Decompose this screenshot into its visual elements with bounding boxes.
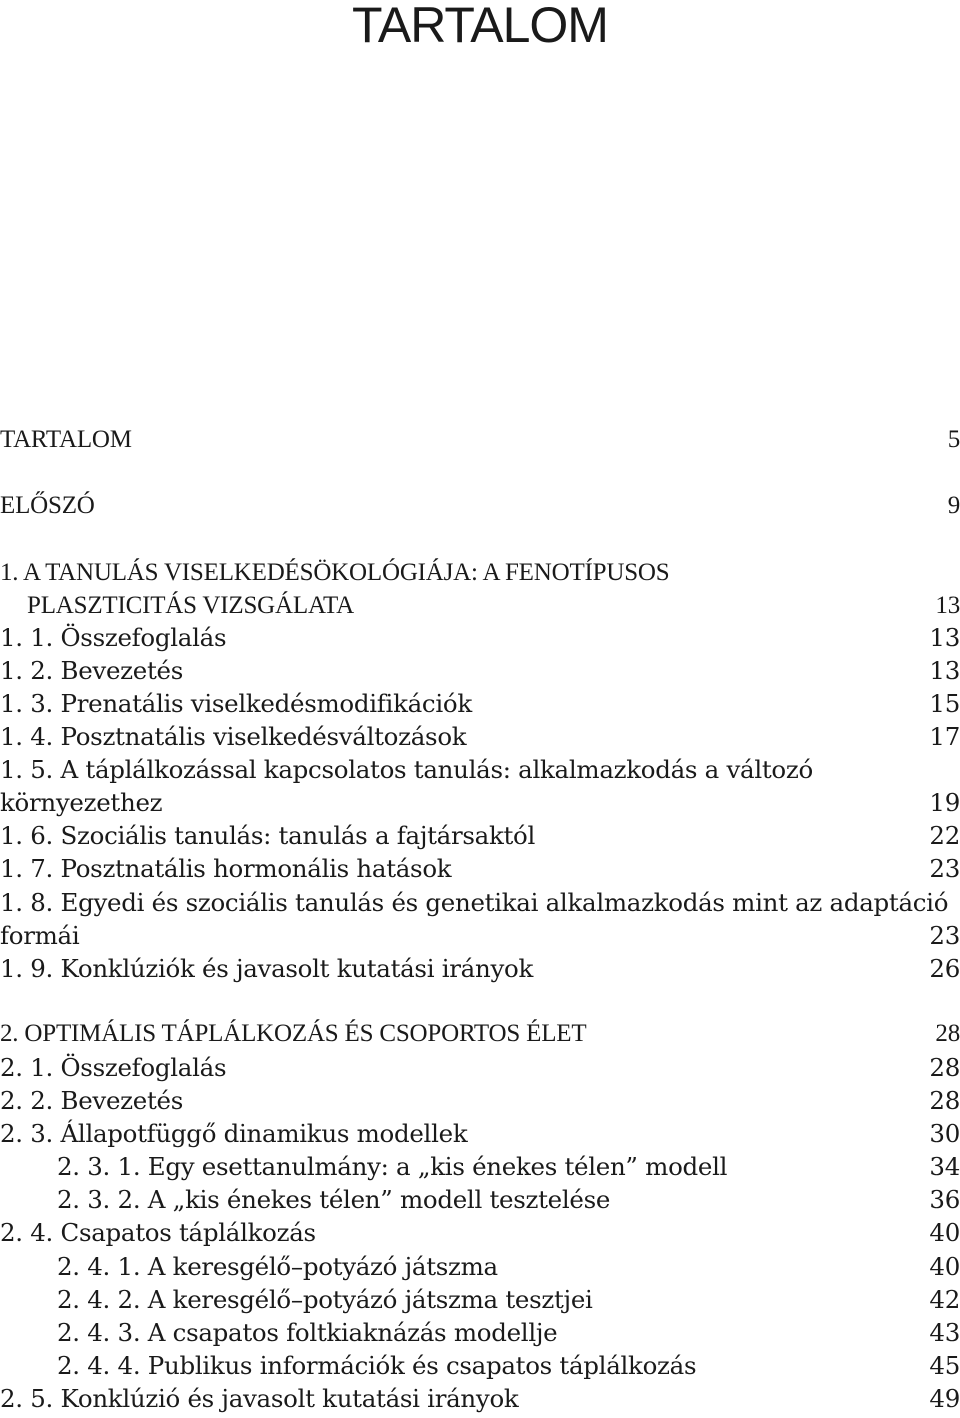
toc-entry-title: ELŐSZÓ: [0, 492, 95, 519]
toc-entry-title: 1. 2. Bevezetés: [0, 656, 183, 685]
toc-entry-title: 2. 2. Bevezetés: [0, 1086, 183, 1115]
toc-entry-title: 2. 4. 4. Publikus információk és csapatos táplálkozás: [57, 1351, 697, 1380]
toc-entry-page: 28: [935, 1020, 960, 1047]
toc-entry-title: 2. 4. Csapatos táplálkozás: [0, 1218, 316, 1247]
toc-entry-page: 5: [947, 426, 960, 453]
toc-entry[interactable]: [0, 1382, 960, 1415]
toc-entry-page: 28: [929, 1086, 960, 1115]
toc-entry[interactable]: [0, 919, 960, 952]
toc-entry[interactable]: [0, 654, 960, 687]
toc-entry[interactable]: [0, 1283, 960, 1316]
toc-entry-page: 15: [929, 689, 960, 718]
toc-entry-page: 22: [929, 821, 960, 850]
toc-entry[interactable]: [0, 1349, 960, 1382]
toc-entry-page: 42: [929, 1285, 960, 1314]
toc-entry-title: 1. 7. Posztnatális hormonális hatások: [0, 854, 452, 883]
toc-entry-page: 45: [929, 1351, 960, 1380]
toc-entry[interactable]: [0, 1150, 960, 1183]
toc-entry[interactable]: [0, 753, 960, 786]
toc-entry[interactable]: [0, 1316, 960, 1349]
page-title: TARTALOM: [352, 0, 608, 53]
toc-entry-page: 9: [947, 492, 960, 519]
toc-entry[interactable]: [0, 1117, 960, 1150]
toc-entry-title: 2. 3. 1. Egy esettanulmány: a „kis énekes télen” modell: [57, 1152, 728, 1181]
toc-entry[interactable]: [0, 687, 960, 720]
toc-entry-page: 40: [929, 1252, 960, 1281]
toc-entry-title: TARTALOM: [0, 426, 132, 453]
toc-entry[interactable]: [0, 886, 960, 919]
toc-entry[interactable]: [0, 720, 960, 753]
toc-entry-title: 1. 4. Posztnatális viselkedésváltozások: [0, 722, 467, 751]
toc-entry-page: 13: [929, 623, 960, 652]
toc-entry[interactable]: [0, 1250, 960, 1283]
toc-entry-page: 26: [929, 954, 960, 983]
toc-entry-page: 23: [929, 921, 960, 950]
toc-entry-page: 13: [935, 592, 960, 619]
toc-entry[interactable]: [0, 1051, 960, 1084]
toc-entry-page: 34: [929, 1152, 960, 1181]
toc-entry-title: 2. 4. 2. A keresgélő–potyázó játszma tesztjei: [57, 1285, 593, 1314]
toc-entry[interactable]: [0, 489, 960, 522]
toc-entry[interactable]: [0, 1017, 960, 1050]
toc-entry-title: környezethez: [0, 788, 163, 817]
toc-entry-page: 28: [929, 1053, 960, 1082]
toc-entry-title: 1. 6. Szociális tanulás: tanulás a fajtársaktól: [0, 821, 536, 850]
toc-entry[interactable]: [0, 786, 960, 819]
toc-entry-title: formái: [0, 921, 80, 950]
toc-entry-title: 1. A TANULÁS VISELKEDÉSÖKOLÓGIÁJA: A FENOTÍPUSOS: [0, 559, 670, 586]
toc-entry-title: PLASZTICITÁS VIZSGÁLATA: [27, 592, 354, 619]
toc-entry-page: 30: [929, 1119, 960, 1148]
toc-entry-page: 23: [929, 854, 960, 883]
toc-entry-title: 1. 5. A táplálkozással kapcsolatos tanulás: alkalmazkodás a változó: [0, 755, 813, 784]
toc-entry[interactable]: [0, 621, 960, 654]
toc-entry-title: 2. 4. 1. A keresgélő–potyázó játszma: [57, 1252, 498, 1281]
toc-entry-title: 2. 1. Összefoglalás: [0, 1053, 227, 1082]
toc-entry[interactable]: [0, 556, 960, 589]
toc-entry-page: 40: [929, 1218, 960, 1247]
toc-entry[interactable]: [0, 423, 960, 456]
toc-entry[interactable]: [0, 1216, 960, 1249]
toc-entry-title: 2. 3. Állapotfüggő dinamikus modellek: [0, 1119, 468, 1148]
toc-entry[interactable]: [0, 819, 960, 852]
toc-entry[interactable]: [0, 852, 960, 885]
toc-entry-title: 2. 4. 3. A csapatos foltkiaknázás modellje: [57, 1318, 558, 1347]
toc-entry[interactable]: [0, 1084, 960, 1117]
toc-entry-page: 17: [929, 722, 960, 751]
toc-entry-page: 36: [929, 1185, 960, 1214]
toc-entry[interactable]: [0, 589, 960, 622]
toc-entry-page: 49: [929, 1384, 960, 1413]
toc-entry-page: 13: [929, 656, 960, 685]
toc-entry[interactable]: [0, 952, 960, 985]
toc-entry-title: 1. 1. Összefoglalás: [0, 623, 227, 652]
toc-entry-title: 1. 3. Prenatális viselkedésmodifikációk: [0, 689, 472, 718]
toc-entry-title: 1. 8. Egyedi és szociális tanulás és genetikai alkalmazkodás mint az adaptáció: [0, 888, 949, 917]
toc-entry-page: 19: [929, 788, 960, 817]
toc-entry-title: 1. 9. Konklúziók és javasolt kutatási irányok: [0, 954, 533, 983]
toc-entry-title: 2. 5. Konklúzió és javasolt kutatási irányok: [0, 1384, 519, 1413]
toc-entry[interactable]: [0, 1183, 960, 1216]
toc-entry-page: 43: [929, 1318, 960, 1347]
toc-entry-title: 2. OPTIMÁLIS TÁPLÁLKOZÁS ÉS CSOPORTOS ÉLET: [0, 1020, 587, 1047]
toc-entry-title: 2. 3. 2. A „kis énekes télen” modell tesztelése: [57, 1185, 611, 1214]
